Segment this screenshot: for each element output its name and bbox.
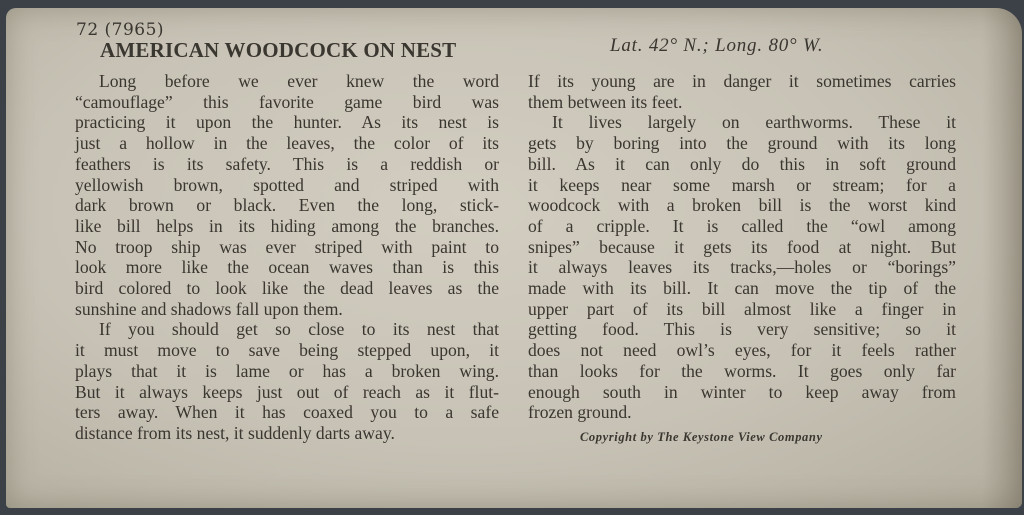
text-line: just a hollow in the leaves, the color of its xyxy=(75,133,499,154)
text-line: upper part of its bill almost like a finger in xyxy=(528,298,956,319)
left-paragraph-2 xyxy=(75,319,499,443)
text-line: like bill helps in its hiding among the branches. xyxy=(75,215,499,236)
text-line: of a cripple. It is called the “owl among xyxy=(528,215,956,236)
text-line: them between its feet. xyxy=(528,91,683,112)
text-line: yellowish brown, spotted and striped with xyxy=(75,174,499,195)
text-line: than looks for the worms. It goes only far xyxy=(528,360,956,381)
text-line: does not need owl’s eyes, for it feels rather xyxy=(528,340,956,361)
left-text-column xyxy=(75,71,499,444)
text-line: It lives largely on earthworms. These it xyxy=(552,112,956,133)
coordinates: Lat. 42° N.; Long. 80° W. xyxy=(610,35,824,56)
text-line: dark brown or black. Even the long, stick- xyxy=(75,195,499,216)
card-title: AMERICAN WOODCOCK ON NEST xyxy=(100,38,457,62)
text-line: it always leaves its tracks,—holes or “borings” xyxy=(528,257,956,278)
text-line: enough south in winter to keep away from xyxy=(528,381,956,402)
text-line: it must move to save being stepped upon, it xyxy=(75,340,499,361)
text-line: If its young are in danger it sometimes carries xyxy=(528,71,956,91)
text-line: woodcock with a broken bill is the worst kind xyxy=(528,195,956,216)
card-number: 72 (7965) xyxy=(76,20,165,40)
text-line: If you should get so close to its nest that xyxy=(99,319,499,340)
right-paragraph-1 xyxy=(528,71,956,112)
text-line: made with its bill. It can move the tip of the xyxy=(528,278,956,299)
text-line: snipes” because it gets its food at night. But xyxy=(528,236,956,257)
text-line: No troop ship was ever striped with paint to xyxy=(75,236,499,257)
text-line: frozen ground. xyxy=(528,402,632,423)
text-line: “camouflage” this favorite game bird was xyxy=(75,91,499,112)
copyright-notice: Copyright by The Keystone View Company xyxy=(580,430,823,444)
text-line: look more like the ocean waves than is this xyxy=(75,257,499,278)
text-line: distance from its nest, it suddenly darts away. xyxy=(75,422,395,443)
text-line: Long before we ever knew the word xyxy=(99,71,499,91)
right-paragraph-2 xyxy=(528,112,956,423)
stereo-card-back xyxy=(6,8,1022,508)
text-line: plays that it is lame or has a broken wing. xyxy=(75,360,499,381)
text-line: practicing it upon the hunter. As its nest is xyxy=(75,112,499,133)
text-line: it keeps near some marsh or stream; for a xyxy=(528,174,956,195)
right-text-column xyxy=(528,71,956,423)
text-line: feathers is its safety. This is a reddish or xyxy=(75,153,499,174)
text-line: sunshine and shadows fall upon them. xyxy=(75,298,343,319)
text-line: getting food. This is very sensitive; so it xyxy=(528,319,956,340)
left-paragraph-1 xyxy=(75,71,499,319)
text-line: gets by boring into the ground with its long xyxy=(528,133,956,154)
text-line: bird colored to look like the dead leaves as the xyxy=(75,278,499,299)
text-line: ters away. When it has coaxed you to a safe xyxy=(75,402,499,423)
text-line: But it always keeps just out of reach as it flut- xyxy=(75,381,499,402)
text-line: bill. As it can only do this in soft ground xyxy=(528,153,956,174)
